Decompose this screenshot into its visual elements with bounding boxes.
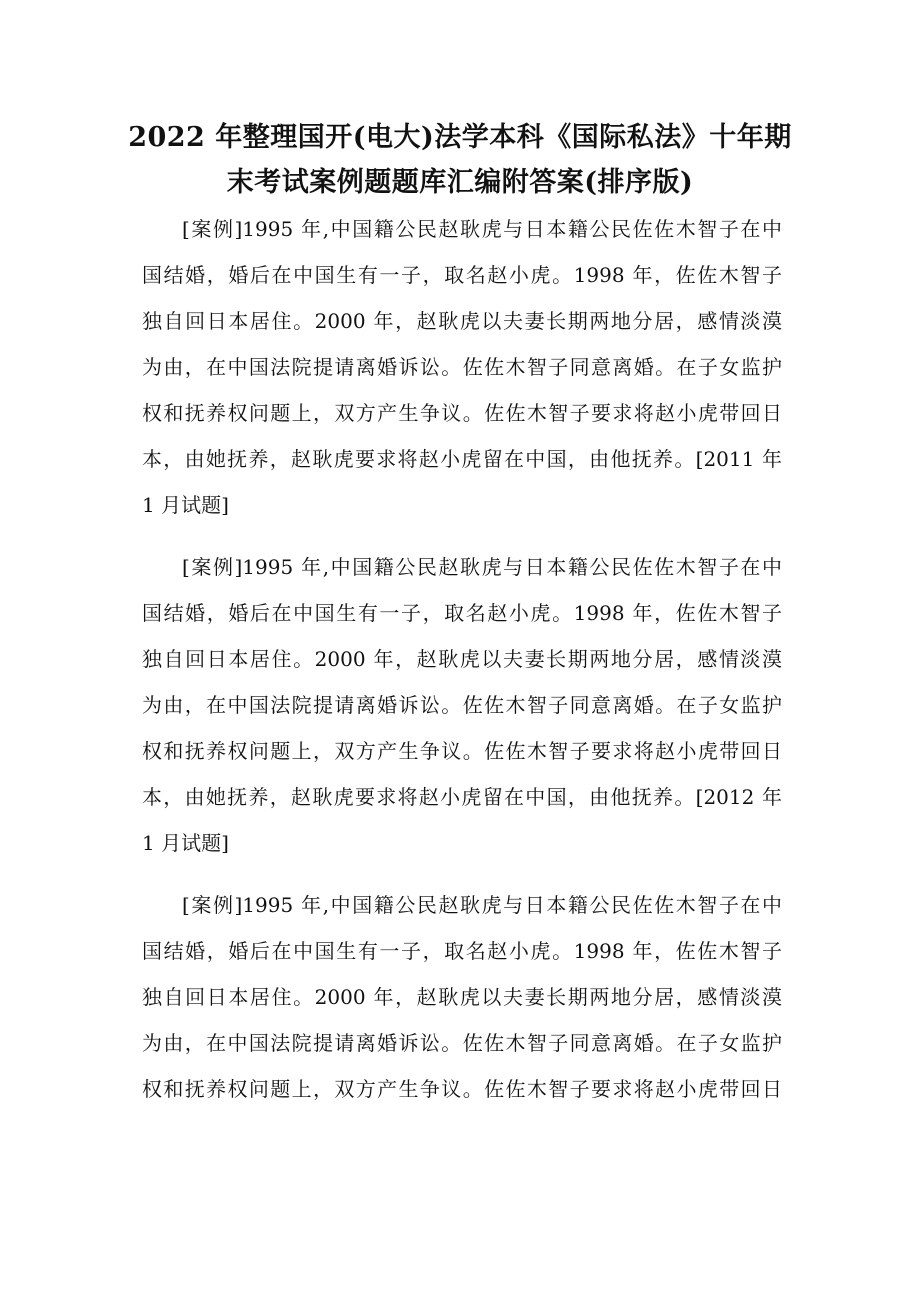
paragraph-1-line-3: 独自回日本居住。2000 年，赵耿虎以夫妻长期两地分居，感情淡漠 <box>142 309 782 333</box>
paragraph-1-line-5: 权和抚养权问题上，双方产生争议。佐佐木智子要求将赵小虎带回日 <box>142 401 782 425</box>
paragraph-1-line-1: [案例]1995 年,中国籍公民赵耿虎与日本籍公民佐佐木智子在中 <box>182 217 782 241</box>
paragraph-2-line-1: [案例]1995 年,中国籍公民赵耿虎与日本籍公民佐佐木智子在中 <box>182 555 782 579</box>
paragraph-3-line-3: 独自回日本居住。2000 年，赵耿虎以夫妻长期两地分居，感情淡漠 <box>142 985 782 1009</box>
paragraph-1-line-2: 国结婚，婚后在中国生有一子，取名赵小虎。1998 年，佐佐木智子 <box>142 263 782 287</box>
paragraph-2-line-2: 国结婚，婚后在中国生有一子，取名赵小虎。1998 年，佐佐木智子 <box>142 601 782 625</box>
document-title-line-1: 2022 年整理国开(电大)法学本科《国际私法》十年期 <box>128 122 792 153</box>
paragraph-3-line-1: [案例]1995 年,中国籍公民赵耿虎与日本籍公民佐佐木智子在中 <box>182 893 782 917</box>
paragraph-1-line-7: 1 月试题] <box>142 493 229 517</box>
paragraph-3-line-2: 国结婚，婚后在中国生有一子，取名赵小虎。1998 年，佐佐木智子 <box>142 939 782 963</box>
document-title-line-2: 末考试案例题题库汇编附答案(排序版) <box>226 167 694 198</box>
paragraph-3-line-5: 权和抚养权问题上，双方产生争议。佐佐木智子要求将赵小虎带回日 <box>142 1077 782 1101</box>
paragraph-2-line-6: 本，由她抚养，赵耿虎要求将赵小虎留在中国，由他抚养。[2012 年 <box>142 785 782 809</box>
paragraph-2-line-4: 为由，在中国法院提请离婚诉讼。佐佐木智子同意离婚。在子女监护 <box>142 693 782 717</box>
paragraph-2-line-7: 1 月试题] <box>142 831 229 855</box>
paragraph-2-line-3: 独自回日本居住。2000 年，赵耿虎以夫妻长期两地分居，感情淡漠 <box>142 647 782 671</box>
paragraph-2-line-5: 权和抚养权问题上，双方产生争议。佐佐木智子要求将赵小虎带回日 <box>142 739 782 763</box>
paragraph-3-line-4: 为由，在中国法院提请离婚诉讼。佐佐木智子同意离婚。在子女监护 <box>142 1031 782 1055</box>
paragraph-1-line-6: 本，由她抚养，赵耿虎要求将赵小虎留在中国，由他抚养。[2011 年 <box>142 447 782 471</box>
paragraph-1-line-4: 为由，在中国法院提请离婚诉讼。佐佐木智子同意离婚。在子女监护 <box>142 355 782 379</box>
